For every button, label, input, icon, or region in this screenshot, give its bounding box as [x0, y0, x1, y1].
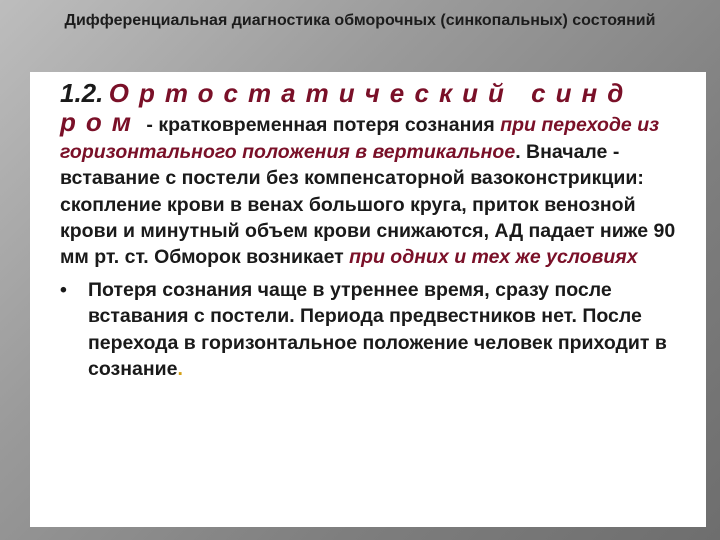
syndrome-text2: . Вначале - вставание с постели без компенсаторной вазоконстрикции: скопление крови в венах большого круга, приток венозной крови и минутный объем крови снижаются, АД падает ниже 90 мм рт. ст. Обморок возникает — [60, 140, 676, 269]
slide-title: Дифференциальная диагностика обморочных (синкопальных) состояний — [64, 12, 656, 29]
section-number: 1.2. — [60, 78, 104, 108]
syndrome-name-part1: Ортостатический синд — [108, 78, 634, 108]
syndrome-paragraph — [60, 80, 694, 271]
syndrome-line2 — [60, 107, 676, 269]
bullet-end: . — [177, 358, 183, 381]
syndrome-heading — [60, 80, 694, 109]
syndrome-accent1: при переходе из горизонтального положения в вертикальное — [60, 114, 660, 163]
bullet-marker: • — [60, 278, 67, 301]
syndrome-accent2: при одних и тех же условиях — [349, 246, 638, 269]
bullet-item — [60, 277, 694, 383]
syndrome-text1: кратковременная потеря сознания — [158, 114, 501, 137]
syndrome-dash: - — [141, 114, 159, 137]
syndrome-name-part2: ром — [60, 107, 141, 138]
bullet-text: Потеря сознания чаще в утреннее время, сразу после вставания с постели. Периода предвестников нет. После перехода в горизонтальное положение человек приходит в сознание — [88, 278, 667, 381]
content-panel — [30, 72, 706, 527]
